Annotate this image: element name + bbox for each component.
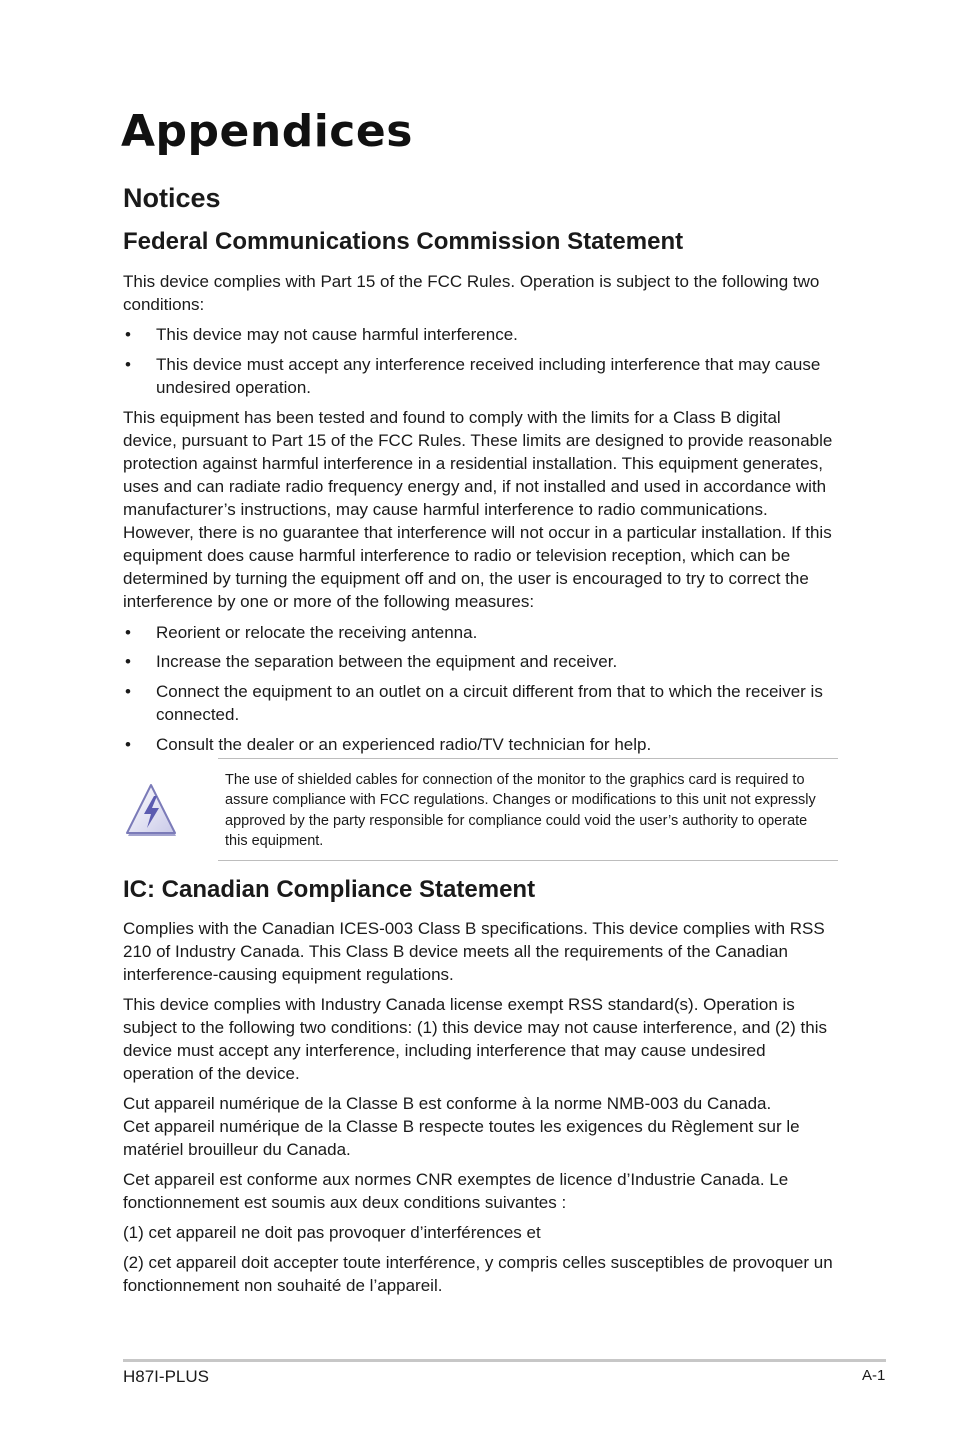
fcc-note [218,758,838,861]
measure-text: Consult the dealer or an experienced radio/TV technician for help. [156,735,652,754]
bullet-icon: • [125,682,131,701]
list-item [123,650,839,673]
fcc-paragraph: This equipment has been tested and found to comply with the limits for a Class B digital device, pursuant to Part 15 of the FCC Rules. These limits are designed to provide reasonable protection against harmful interference in a residential installation. This equipment generates, uses and can radiate radio frequency energy and, if not installed and used in accordance with manufacturer’s instructions, may cause harmful interference to radio communications. However, there is no guarantee that interference will not occur in a particular installation. If this equipment does cause harmful interference to radio or television reception, which can be determined by turning the equipment off and on, the user is encouraged to try to correct the interference by one or more of the following measures: [123,408,833,611]
section-heading-notices: Notices [123,183,221,213]
page-number: A-1 [862,1367,886,1384]
measure-text: Reorient or relocate the receiving antenna. [156,623,478,642]
bullet-icon: • [125,355,131,374]
warning-lightning-icon [124,782,178,838]
list-item [123,323,839,346]
measure-text: Increase the separation between the equipment and receiver. [156,652,618,671]
footer-divider [123,1359,886,1362]
condition-text: This device may not cause harmful interference. [156,325,518,344]
ic-paragraph-4: Cet appareil est conforme aux normes CNR exemptes de licence d’Industrie Canada. Le fonctionnement est soumis aux deux conditions suivantes : [123,1170,789,1212]
list-item [123,680,839,726]
ic-paragraph-3-line-1: Cut appareil numérique de la Classe B est conforme à la norme NMB-003 du Canada. [123,1094,772,1113]
ic-heading: IC: Canadian Compliance Statement [123,876,536,903]
bullet-icon: • [125,652,131,671]
bullet-icon: • [125,623,131,642]
condition-text: This device must accept any interference received including interference that may cause undesired operation. [156,355,821,397]
ic-paragraph-3-line-2: Cet appareil numérique de la Classe B respecte toutes les exigences du Règlement sur le matériel brouilleur du Canada. [123,1117,800,1159]
bullet-icon: • [125,325,131,344]
ic-paragraph-1: Complies with the Canadian ICES-003 Class B specifications. This device complies with RSS 210 of Industry Canada. This Class B device meets all the requirements of the Canadian interference-causing equipment regulations. [123,919,825,984]
chapter-title: Appendices [121,106,413,157]
footer-model: H87I-PLUS [123,1367,209,1386]
ic-paragraph-6: (2) cet appareil doit accepter toute interférence, y compris celles susceptibles de provoquer un fonctionnement non souhaité de l’appareil. [123,1253,833,1295]
measure-text: Connect the equipment to an outlet on a circuit different from that to which the receiver is connected. [156,682,823,724]
ic-paragraph-2: This device complies with Industry Canada license exempt RSS standard(s). Operation is subject to the following two conditions: (1) this device may not cause interference, and (2) this device must accept any interference, including interference that may cause undesired operation of the device. [123,995,827,1083]
fcc-heading: Federal Communications Commission Statement [123,228,684,255]
note-text: The use of shielded cables for connection of the monitor to the graphics card is required to assure compliance with FCC regulations. Changes or modifications to this unit not expressly approved by the party responsible for compliance could void the user’s authority to operate this equipment. [225,772,816,849]
bullet-icon: • [125,735,131,754]
ic-paragraph-5: (1) cet appareil ne doit pas provoquer d’interférences et [123,1223,541,1242]
fcc-intro: This device complies with Part 15 of the FCC Rules. Operation is subject to the following two conditions: [123,272,820,314]
list-item [123,621,839,644]
list-item [123,733,839,756]
list-item [123,353,839,399]
